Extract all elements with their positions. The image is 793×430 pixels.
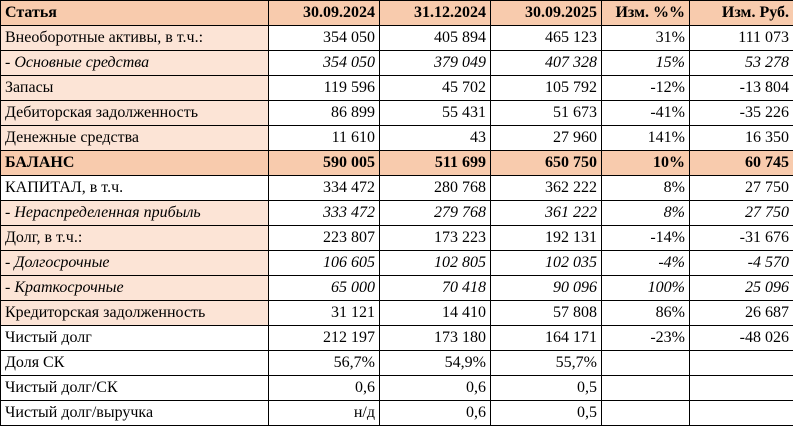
cell-value[interactable]: 102 805 xyxy=(380,251,491,276)
cell-value[interactable]: 362 222 xyxy=(491,176,602,201)
row-label[interactable]: Долг, в т.ч.: xyxy=(1,226,269,251)
header-cell-change-pct[interactable]: Изм. %% xyxy=(602,1,690,26)
cell-value[interactable]: 0,5 xyxy=(491,376,602,401)
cell-value[interactable]: 279 768 xyxy=(380,201,491,226)
cell-change-pct[interactable]: -41% xyxy=(602,101,690,126)
cell-value[interactable]: 192 131 xyxy=(491,226,602,251)
table-row xyxy=(1,26,793,51)
row-label[interactable]: Дебиторская задолженность xyxy=(1,101,269,126)
cell-change-rub[interactable]: -35 226 xyxy=(690,101,793,126)
row-label[interactable]: Кредиторская задолженность xyxy=(1,301,269,326)
empty-cell xyxy=(602,351,690,376)
table-row xyxy=(1,276,793,301)
cell-change-rub[interactable]: 16 350 xyxy=(690,126,793,151)
cell-value[interactable]: 31 121 xyxy=(269,301,380,326)
cell-value[interactable]: 106 605 xyxy=(269,251,380,276)
cell-value[interactable]: 55 431 xyxy=(380,101,491,126)
cell-change-pct[interactable]: 15% xyxy=(602,51,690,76)
cell-value[interactable]: 105 792 xyxy=(491,76,602,101)
cell-change-rub[interactable]: -4 570 xyxy=(690,251,793,276)
empty-cell xyxy=(690,376,793,401)
table-row xyxy=(1,301,793,326)
cell-value[interactable]: 173 180 xyxy=(380,326,491,351)
cell-value[interactable]: 55,7% xyxy=(491,351,602,376)
table-row xyxy=(1,251,793,276)
cell-value[interactable]: 354 050 xyxy=(269,51,380,76)
cell-value[interactable]: 0,5 xyxy=(491,401,602,426)
row-label[interactable]: БАЛАНС xyxy=(1,151,269,176)
row-label[interactable]: Внеоборотные активы, в т.ч.: xyxy=(1,26,269,51)
cell-value[interactable]: 334 472 xyxy=(269,176,380,201)
cell-change-rub[interactable]: 26 687 xyxy=(690,301,793,326)
cell-change-pct[interactable]: -23% xyxy=(602,326,690,351)
cell-change-pct[interactable]: 8% xyxy=(602,201,690,226)
row-label[interactable]: Денежные средства xyxy=(1,126,269,151)
cell-value[interactable]: 90 096 xyxy=(491,276,602,301)
cell-value[interactable]: 223 807 xyxy=(269,226,380,251)
cell-change-rub[interactable]: -48 026 xyxy=(690,326,793,351)
table-row xyxy=(1,101,793,126)
table-row xyxy=(1,226,793,251)
cell-value[interactable]: 65 000 xyxy=(269,276,380,301)
row-label[interactable]: Доля СК xyxy=(1,351,269,376)
cell-change-pct[interactable]: -4% xyxy=(602,251,690,276)
cell-change-pct[interactable]: -14% xyxy=(602,226,690,251)
cell-value[interactable]: 0,6 xyxy=(380,376,491,401)
cell-value[interactable]: 379 049 xyxy=(380,51,491,76)
row-label[interactable]: КАПИТАЛ, в т.ч. xyxy=(1,176,269,201)
cell-value[interactable]: 56,7% xyxy=(269,351,380,376)
cell-value[interactable]: 590 005 xyxy=(269,151,380,176)
row-label[interactable]: Чистый долг/СК xyxy=(1,376,269,401)
cell-change-rub[interactable]: 111 073 xyxy=(690,26,793,51)
cell-value[interactable]: 43 xyxy=(380,126,491,151)
cell-change-rub[interactable]: 27 750 xyxy=(690,176,793,201)
empty-cell xyxy=(690,401,793,426)
cell-value[interactable]: 650 750 xyxy=(491,151,602,176)
empty-cell xyxy=(690,351,793,376)
table-row xyxy=(1,376,793,401)
cell-value[interactable]: 70 418 xyxy=(380,276,491,301)
table-row xyxy=(1,326,793,351)
cell-value[interactable]: 54,9% xyxy=(380,351,491,376)
cell-change-rub[interactable]: 53 278 xyxy=(690,51,793,76)
header-row xyxy=(1,1,793,26)
cell-value[interactable]: н/д xyxy=(269,401,380,426)
header-cell-date-3[interactable]: 30.09.2025 xyxy=(491,1,602,26)
cell-value[interactable]: 164 171 xyxy=(491,326,602,351)
header-cell-date-1[interactable]: 30.09.2024 xyxy=(269,1,380,26)
table-row xyxy=(1,201,793,226)
cell-change-pct[interactable]: 31% xyxy=(602,26,690,51)
cell-value[interactable]: 511 699 xyxy=(380,151,491,176)
cell-change-rub[interactable]: 25 096 xyxy=(690,276,793,301)
table-row xyxy=(1,126,793,151)
empty-cell xyxy=(602,376,690,401)
cell-value[interactable]: 27 960 xyxy=(491,126,602,151)
table-row-total xyxy=(1,151,793,176)
header-cell-date-2[interactable]: 31.12.2024 xyxy=(380,1,491,26)
cell-value[interactable]: 45 702 xyxy=(380,76,491,101)
cell-value[interactable]: 51 673 xyxy=(491,101,602,126)
cell-change-pct[interactable]: 141% xyxy=(602,126,690,151)
table-row xyxy=(1,401,793,426)
table-row xyxy=(1,51,793,76)
cell-value[interactable]: 11 610 xyxy=(269,126,380,151)
table-row xyxy=(1,351,793,376)
cell-value[interactable]: 0,6 xyxy=(269,376,380,401)
cell-value[interactable]: 86 899 xyxy=(269,101,380,126)
cell-value[interactable]: 102 035 xyxy=(491,251,602,276)
cell-value[interactable]: 465 123 xyxy=(491,26,602,51)
row-label[interactable]: - Долгосрочные xyxy=(1,251,269,276)
table-row xyxy=(1,76,793,101)
cell-change-pct[interactable]: 10% xyxy=(602,151,690,176)
cell-value[interactable]: 407 328 xyxy=(491,51,602,76)
cell-change-rub[interactable]: 27 750 xyxy=(690,201,793,226)
row-label[interactable]: - Нераспределенная прибыль xyxy=(1,201,269,226)
row-label[interactable]: Запасы xyxy=(1,76,269,101)
cell-value[interactable]: 280 768 xyxy=(380,176,491,201)
cell-value[interactable]: 173 223 xyxy=(380,226,491,251)
row-label[interactable]: Чистый долг xyxy=(1,326,269,351)
row-label[interactable]: - Основные средства xyxy=(1,51,269,76)
cell-change-rub[interactable]: -13 804 xyxy=(690,76,793,101)
cell-value[interactable]: 119 596 xyxy=(269,76,380,101)
cell-value[interactable]: 0,6 xyxy=(380,401,491,426)
cell-change-pct[interactable]: -12% xyxy=(602,76,690,101)
cell-value[interactable]: 14 410 xyxy=(380,301,491,326)
cell-change-rub[interactable]: -31 676 xyxy=(690,226,793,251)
empty-cell xyxy=(602,401,690,426)
cell-change-pct[interactable]: 8% xyxy=(602,176,690,201)
cell-value[interactable]: 212 197 xyxy=(269,326,380,351)
row-label[interactable]: Чистый долг/выручка xyxy=(1,401,269,426)
cell-change-rub[interactable]: 60 745 xyxy=(690,151,793,176)
cell-change-pct[interactable]: 86% xyxy=(602,301,690,326)
cell-value[interactable]: 361 222 xyxy=(491,201,602,226)
row-label[interactable]: - Краткосрочные xyxy=(1,276,269,301)
cell-value[interactable]: 405 894 xyxy=(380,26,491,51)
cell-value[interactable]: 354 050 xyxy=(269,26,380,51)
header-cell-change-rub[interactable]: Изм. Руб. xyxy=(690,1,793,26)
cell-change-pct[interactable]: 100% xyxy=(602,276,690,301)
cell-value[interactable]: 333 472 xyxy=(269,201,380,226)
table-row xyxy=(1,176,793,201)
cell-value[interactable]: 57 808 xyxy=(491,301,602,326)
header-cell-item[interactable]: Статья xyxy=(1,1,269,26)
